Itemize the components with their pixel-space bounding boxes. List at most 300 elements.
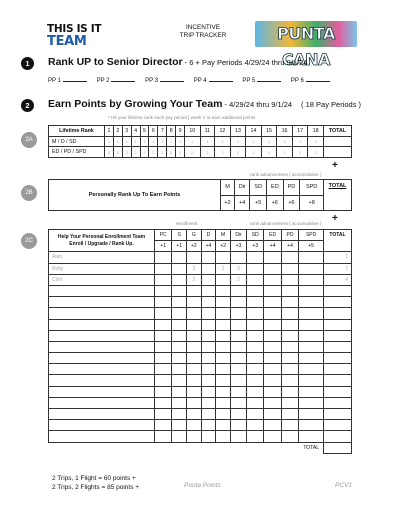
empty-cell[interactable]: [281, 341, 298, 352]
empty-cell[interactable]: [216, 397, 231, 408]
point-cell[interactable]: 2: [105, 147, 114, 158]
lifetime-rank-header: Lifetime Rank: [49, 126, 105, 137]
rank-header: PD: [283, 180, 300, 196]
empty-cell[interactable]: [49, 409, 155, 420]
empty-cell[interactable]: [187, 431, 202, 442]
empty-cell[interactable]: [247, 397, 264, 408]
cell[interactable]: 2: [230, 274, 246, 285]
point-cell[interactable]: 2: [113, 147, 122, 158]
empty-cell[interactable]: [264, 375, 281, 386]
empty-cell[interactable]: [247, 409, 264, 420]
cell[interactable]: [247, 252, 264, 263]
point-cell[interactable]: 1: [140, 136, 149, 147]
empty-cell[interactable]: [247, 353, 264, 364]
empty-cell[interactable]: [324, 386, 352, 397]
cell[interactable]: [201, 252, 216, 263]
empty-cell[interactable]: [49, 431, 155, 442]
point-cell[interactable]: 2: [230, 147, 246, 158]
empty-cell[interactable]: [230, 420, 246, 431]
cell[interactable]: [216, 252, 231, 263]
col-points: +5: [299, 241, 324, 252]
empty-cell[interactable]: [172, 431, 187, 442]
empty-cell[interactable]: [201, 375, 216, 386]
member-name[interactable]: Alan: [49, 252, 155, 263]
cell[interactable]: [299, 252, 324, 263]
empty-cell[interactable]: [155, 341, 172, 352]
empty-cell[interactable]: [281, 297, 298, 308]
rank-up-table: [48, 179, 352, 211]
label-2b: 2B: [21, 185, 37, 201]
empty-cell[interactable]: [281, 319, 298, 330]
empty-cell[interactable]: [299, 285, 324, 296]
empty-cell[interactable]: [299, 353, 324, 364]
empty-cell[interactable]: [172, 420, 187, 431]
pp-field[interactable]: [306, 81, 330, 82]
empty-cell[interactable]: [187, 397, 202, 408]
empty-cell[interactable]: [247, 431, 264, 442]
empty-cell[interactable]: [49, 330, 155, 341]
empty-cell[interactable]: [172, 386, 187, 397]
section2-heading: [48, 98, 361, 110]
cell[interactable]: [281, 263, 298, 274]
empty-cell[interactable]: [201, 420, 216, 431]
empty-cell[interactable]: [230, 330, 246, 341]
empty-cell[interactable]: [230, 341, 246, 352]
empty-cell[interactable]: [187, 353, 202, 364]
enrollment-header: [49, 230, 155, 252]
pp-field[interactable]: [63, 81, 87, 82]
point-cell[interactable]: 1: [105, 136, 114, 147]
col-header: PC: [155, 230, 172, 241]
empty-cell[interactable]: [299, 420, 324, 431]
empty-cell[interactable]: [172, 319, 187, 330]
empty-cell[interactable]: [264, 386, 281, 397]
empty-cell[interactable]: [299, 386, 324, 397]
col-points: +2: [216, 241, 231, 252]
empty-cell[interactable]: [324, 341, 352, 352]
empty-cell[interactable]: [216, 353, 231, 364]
empty-cell[interactable]: [299, 308, 324, 319]
point-cell[interactable]: 1: [158, 136, 167, 147]
empty-cell[interactable]: [201, 353, 216, 364]
empty-cell[interactable]: [49, 353, 155, 364]
table-row: [49, 353, 352, 364]
empty-cell[interactable]: [172, 375, 187, 386]
table-row: [49, 308, 352, 319]
empty-cell[interactable]: [155, 297, 172, 308]
table-row: [49, 341, 352, 352]
rank-header: SD: [250, 180, 267, 196]
empty-cell[interactable]: [281, 397, 298, 408]
point-cell[interactable]: 1: [200, 136, 215, 147]
empty-cell[interactable]: [172, 364, 187, 375]
empty-cell[interactable]: [247, 297, 264, 308]
cell[interactable]: [201, 274, 216, 285]
empty-cell[interactable]: [324, 297, 352, 308]
empty-cell[interactable]: [247, 386, 264, 397]
tracker-title: [168, 24, 238, 40]
empty-cell[interactable]: [201, 409, 216, 420]
empty-cell[interactable]: [264, 420, 281, 431]
empty-cell[interactable]: [216, 285, 231, 296]
empty-cell[interactable]: [187, 308, 202, 319]
col-points: +3: [230, 241, 246, 252]
table-row: [49, 431, 352, 442]
table-row: [49, 263, 352, 274]
empty-cell[interactable]: [155, 409, 172, 420]
empty-cell[interactable]: [49, 297, 155, 308]
empty-cell[interactable]: [216, 308, 231, 319]
point-cell[interactable]: 1: [215, 136, 231, 147]
empty-cell[interactable]: [172, 308, 187, 319]
col-header: G: [187, 230, 202, 241]
table-row: [49, 420, 352, 431]
empty-cell[interactable]: [187, 364, 202, 375]
section1-number: 1: [21, 57, 34, 70]
point-cell[interactable]: 1: [230, 136, 246, 147]
empty-cell[interactable]: [281, 386, 298, 397]
empty-cell[interactable]: [324, 364, 352, 375]
total-header: TOTAL: [324, 230, 352, 252]
empty-cell[interactable]: [281, 308, 298, 319]
point-cell[interactable]: 2: [122, 147, 131, 158]
empty-cell[interactable]: [155, 397, 172, 408]
empty-cell[interactable]: [230, 319, 246, 330]
empty-cell[interactable]: [201, 297, 216, 308]
cell[interactable]: [247, 263, 264, 274]
empty-cell[interactable]: [247, 375, 264, 386]
empty-cell[interactable]: [281, 420, 298, 431]
empty-cell[interactable]: [187, 285, 202, 296]
cell[interactable]: [264, 252, 281, 263]
total-header: TOTAL: [324, 180, 352, 211]
table-row: [49, 375, 352, 386]
col-header: 4: [131, 126, 140, 137]
empty-cell[interactable]: [230, 375, 246, 386]
cell[interactable]: [216, 274, 231, 285]
point-cell[interactable]: 2: [246, 147, 262, 158]
point-cell[interactable]: 2: [215, 147, 231, 158]
row-total[interactable]: 7: [324, 263, 352, 274]
empty-cell[interactable]: [324, 409, 352, 420]
empty-cell[interactable]: [264, 353, 281, 364]
empty-cell[interactable]: [247, 341, 264, 352]
empty-cell[interactable]: [155, 308, 172, 319]
member-name[interactable]: Betty: [49, 263, 155, 274]
empty-cell[interactable]: [264, 409, 281, 420]
empty-cell[interactable]: [264, 397, 281, 408]
empty-cell[interactable]: [299, 431, 324, 442]
empty-cell[interactable]: [155, 353, 172, 364]
point-cell[interactable]: 2: [176, 147, 185, 158]
empty-cell[interactable]: [49, 319, 155, 330]
empty-cell[interactable]: [187, 297, 202, 308]
empty-cell[interactable]: [299, 397, 324, 408]
cell[interactable]: [247, 274, 264, 285]
col-points: +2: [187, 241, 202, 252]
total-header: TOTAL: [324, 126, 352, 137]
empty-cell[interactable]: [264, 330, 281, 341]
empty-cell[interactable]: [247, 330, 264, 341]
empty-cell[interactable]: [324, 397, 352, 408]
empty-cell[interactable]: [299, 297, 324, 308]
point-cell[interactable]: 2: [167, 147, 176, 158]
footer-line2: 2 Trips, 2 Flights = 85 points +: [52, 483, 140, 491]
cell[interactable]: [281, 252, 298, 263]
cell[interactable]: 2: [216, 263, 231, 274]
empty-cell[interactable]: [155, 420, 172, 431]
point-cell[interactable]: 1: [122, 136, 131, 147]
empty-cell[interactable]: [216, 375, 231, 386]
empty-cell[interactable]: [230, 409, 246, 420]
cell[interactable]: [172, 263, 187, 274]
empty-cell[interactable]: [324, 353, 352, 364]
empty-cell[interactable]: [281, 364, 298, 375]
point-cell[interactable]: 2: [149, 147, 158, 158]
cell[interactable]: [299, 274, 324, 285]
empty-cell[interactable]: [264, 308, 281, 319]
cell[interactable]: [155, 274, 172, 285]
empty-cell[interactable]: [201, 364, 216, 375]
row-total[interactable]: 1: [324, 252, 352, 263]
col-header: D: [201, 230, 216, 241]
point-cell[interactable]: 2: [158, 147, 167, 158]
point-cell[interactable]: 2: [292, 147, 308, 158]
empty-cell[interactable]: [172, 297, 187, 308]
cell[interactable]: 3: [230, 263, 246, 274]
empty-cell[interactable]: [155, 319, 172, 330]
point-cell[interactable]: 2: [200, 147, 215, 158]
empty-cell[interactable]: [230, 353, 246, 364]
cell[interactable]: [264, 263, 281, 274]
empty-cell[interactable]: [216, 431, 231, 442]
cell[interactable]: [155, 263, 172, 274]
cell[interactable]: [187, 252, 202, 263]
row-total[interactable]: 4: [324, 274, 352, 285]
pp-field[interactable]: [111, 81, 135, 82]
point-cell[interactable]: 1: [308, 136, 324, 147]
empty-cell[interactable]: [49, 285, 155, 296]
empty-cell[interactable]: [187, 409, 202, 420]
empty-cell[interactable]: [201, 341, 216, 352]
empty-cell[interactable]: [299, 330, 324, 341]
footer-line1: 2 Trips, 1 Flight = 60 points +: [52, 475, 136, 482]
empty-cell[interactable]: [324, 319, 352, 330]
cell[interactable]: [230, 252, 246, 263]
empty-cell[interactable]: [201, 431, 216, 442]
empty-cell[interactable]: [247, 319, 264, 330]
point-cell[interactable]: 2: [140, 147, 149, 158]
point-cell[interactable]: 1: [292, 136, 308, 147]
empty-cell[interactable]: [264, 319, 281, 330]
rank-points: +8: [300, 195, 324, 211]
empty-cell[interactable]: [299, 341, 324, 352]
empty-cell[interactable]: [324, 330, 352, 341]
empty-cell[interactable]: [299, 409, 324, 420]
empty-cell[interactable]: [247, 364, 264, 375]
empty-cell[interactable]: [172, 330, 187, 341]
enrollment-header-line1: Help Your Personal Enrollment Team: [57, 233, 146, 240]
cell[interactable]: [172, 252, 187, 263]
empty-cell[interactable]: [216, 386, 231, 397]
empty-cell[interactable]: [299, 319, 324, 330]
empty-cell[interactable]: [49, 420, 155, 431]
cell[interactable]: [281, 274, 298, 285]
empty-cell[interactable]: [216, 297, 231, 308]
empty-cell[interactable]: [216, 409, 231, 420]
empty-cell[interactable]: [49, 364, 155, 375]
empty-cell[interactable]: [281, 330, 298, 341]
empty-cell[interactable]: [281, 285, 298, 296]
empty-cell[interactable]: [230, 386, 246, 397]
cell[interactable]: [299, 263, 324, 274]
total-cell[interactable]: [324, 136, 352, 147]
cell[interactable]: [172, 274, 187, 285]
team-enrollment-table: [48, 229, 352, 454]
empty-cell[interactable]: [230, 431, 246, 442]
empty-cell[interactable]: [201, 397, 216, 408]
col-header: 16: [277, 126, 293, 137]
empty-cell[interactable]: [299, 364, 324, 375]
empty-cell[interactable]: [155, 386, 172, 397]
table-row: [49, 297, 352, 308]
empty-cell[interactable]: [216, 319, 231, 330]
empty-cell[interactable]: [172, 285, 187, 296]
empty-cell[interactable]: [201, 330, 216, 341]
empty-cell[interactable]: [172, 397, 187, 408]
empty-cell[interactable]: [187, 330, 202, 341]
empty-cell[interactable]: [155, 285, 172, 296]
empty-cell[interactable]: [247, 285, 264, 296]
empty-cell[interactable]: [155, 364, 172, 375]
empty-cell[interactable]: [201, 386, 216, 397]
empty-cell[interactable]: [324, 420, 352, 431]
pp-label: PP 5: [242, 78, 256, 84]
empty-cell[interactable]: [172, 353, 187, 364]
pp-field[interactable]: [257, 81, 281, 82]
empty-cell[interactable]: [230, 297, 246, 308]
pp-label: PP 4: [193, 78, 207, 84]
empty-cell[interactable]: [216, 330, 231, 341]
pp-field[interactable]: [160, 81, 184, 82]
empty-cell[interactable]: [155, 330, 172, 341]
empty-cell[interactable]: [187, 341, 202, 352]
point-cell[interactable]: 1: [167, 136, 176, 147]
member-name[interactable]: Clint: [49, 274, 155, 285]
cell[interactable]: 2: [187, 263, 202, 274]
col-header: 12: [215, 126, 231, 137]
empty-cell[interactable]: [49, 397, 155, 408]
rank-up-text: Personally Rank Up To Earn Points: [49, 180, 221, 211]
empty-cell[interactable]: [247, 308, 264, 319]
empty-cell[interactable]: [264, 364, 281, 375]
empty-cell[interactable]: [187, 375, 202, 386]
grand-total-cell[interactable]: [324, 442, 352, 453]
empty-cell[interactable]: [216, 364, 231, 375]
empty-cell[interactable]: [49, 375, 155, 386]
empty-cell[interactable]: [201, 308, 216, 319]
empty-cell[interactable]: [281, 431, 298, 442]
empty-cell[interactable]: [281, 409, 298, 420]
grand-total-row: [49, 442, 352, 453]
point-cell[interactable]: 1: [246, 136, 262, 147]
point-cell[interactable]: 2: [131, 147, 140, 158]
point-cell[interactable]: 1: [131, 136, 140, 147]
empty-cell[interactable]: [187, 319, 202, 330]
empty-cell[interactable]: [172, 409, 187, 420]
empty-cell[interactable]: [230, 364, 246, 375]
point-cell[interactable]: 1: [185, 136, 201, 147]
empty-cell[interactable]: [216, 341, 231, 352]
enrollment-note: enrollment: [176, 221, 198, 226]
empty-cell[interactable]: [172, 341, 187, 352]
empty-cell[interactable]: [264, 297, 281, 308]
empty-cell[interactable]: [49, 308, 155, 319]
cell[interactable]: 2: [187, 274, 202, 285]
col-points: +1: [172, 241, 187, 252]
point-cell[interactable]: 1: [113, 136, 122, 147]
empty-cell[interactable]: [187, 386, 202, 397]
empty-cell[interactable]: [49, 341, 155, 352]
point-cell[interactable]: 2: [261, 147, 277, 158]
point-cell[interactable]: 1: [277, 136, 293, 147]
empty-cell[interactable]: [299, 375, 324, 386]
empty-cell[interactable]: [264, 285, 281, 296]
empty-cell[interactable]: [324, 285, 352, 296]
empty-cell[interactable]: [216, 420, 231, 431]
point-cell[interactable]: 2: [308, 147, 324, 158]
pp-label: PP 2: [96, 78, 110, 84]
empty-cell[interactable]: [201, 319, 216, 330]
empty-cell[interactable]: [230, 308, 246, 319]
table-row: [49, 386, 352, 397]
point-cell[interactable]: 2: [277, 147, 293, 158]
empty-cell[interactable]: [281, 375, 298, 386]
cell[interactable]: [201, 263, 216, 274]
pp-field[interactable]: [209, 81, 233, 82]
cell[interactable]: [155, 252, 172, 263]
rank-points: +2: [221, 195, 235, 211]
col-header: 13: [230, 126, 246, 137]
logo-line1: THIS IS IT: [47, 23, 102, 35]
col-header: 7: [158, 126, 167, 137]
empty-cell[interactable]: [49, 386, 155, 397]
cell[interactable]: [264, 274, 281, 285]
point-cell[interactable]: 2: [185, 147, 201, 158]
empty-cell[interactable]: [187, 420, 202, 431]
point-cell[interactable]: 1: [261, 136, 277, 147]
empty-cell[interactable]: [155, 431, 172, 442]
empty-cell[interactable]: [281, 353, 298, 364]
col-header: 1: [105, 126, 114, 137]
empty-cell[interactable]: [324, 431, 352, 442]
total-cell[interactable]: [324, 147, 352, 158]
col-header: S: [172, 230, 187, 241]
point-cell[interactable]: 1: [176, 136, 185, 147]
empty-cell[interactable]: [324, 308, 352, 319]
empty-cell[interactable]: [201, 285, 216, 296]
empty-cell[interactable]: [324, 375, 352, 386]
rank-advancement-note: rank advancement ( accumulative ): [250, 221, 322, 226]
point-cell[interactable]: 1: [149, 136, 158, 147]
empty-cell[interactable]: [230, 285, 246, 296]
empty-cell[interactable]: [230, 397, 246, 408]
empty-cell[interactable]: [155, 375, 172, 386]
empty-cell[interactable]: [264, 341, 281, 352]
empty-cell[interactable]: [264, 431, 281, 442]
empty-cell[interactable]: [247, 420, 264, 431]
table-row: [49, 285, 352, 296]
